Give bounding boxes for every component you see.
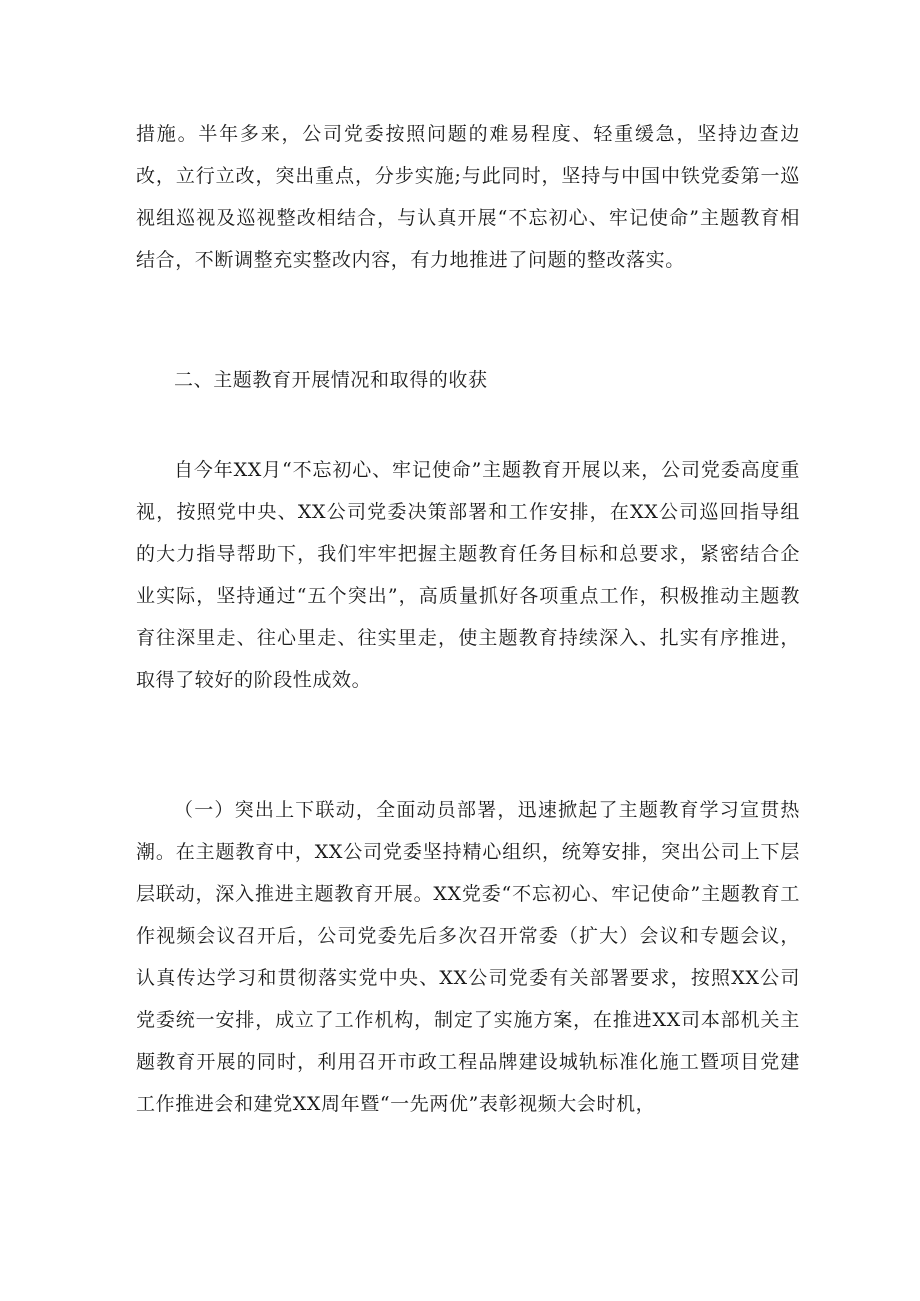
paragraph-subsection-one: （一）突出上下联动，全面动员部署，迅速掀起了主题教育学习宣贯热潮。在主题教育中，XX公司党委坚持精心组织，统筹安排，突出公司上下层层联动，深入推进主题教育开展。XX党委“不忘初心、牢记使命”主题教育工作视频会议召开后，公司党委先后多次召开常委（扩大）会议和专题会议，认真传达学习和贯彻落实党中央、XX公司党委有关部署要求，按照XX公司党委统一安排，成立了工作机构，制定了实施方案，在推进XX司本部机关主题教育开展的同时，利用召开市政工程品牌建设城轨标准化施工暨项目党建工作推进会和建党XX周年暨“一先两优”表彰视频大会时机， [136, 799, 800, 1115]
section-heading: 二、主题教育开展情况和取得的收获 [174, 369, 488, 391]
paragraph-measures: 措施。半年多来，公司党委按照问题的难易程度、轻重缓急，坚持边查边改，立行立改，突出重点，分步实施;与此同时，坚持与中国中铁党委第一巡视组巡视及巡视整改相结合，与认真开展“不忘初心、牢记使命”主题教育相结合，不断调整充实整改内容，有力地推进了问题的整改落实。 [136, 123, 800, 271]
paragraph-theme-education: 自今年XX月“不忘初心、牢记使命”主题教育开展以来，公司党委高度重视，按照党中央、XX公司党委决策部署和工作安排，在XX公司巡回指导组的大力指导帮助下，我们牢牢把握主题教育任务目标和总要求，紧密结合企业实际，坚持通过“五个突出”，高质量抓好各项重点工作，积极推动主题教育往深里走、往心里走、往实里走，使主题教育持续深入、扎实有序推进，取得了较好的阶段性成效。 [136, 459, 800, 691]
